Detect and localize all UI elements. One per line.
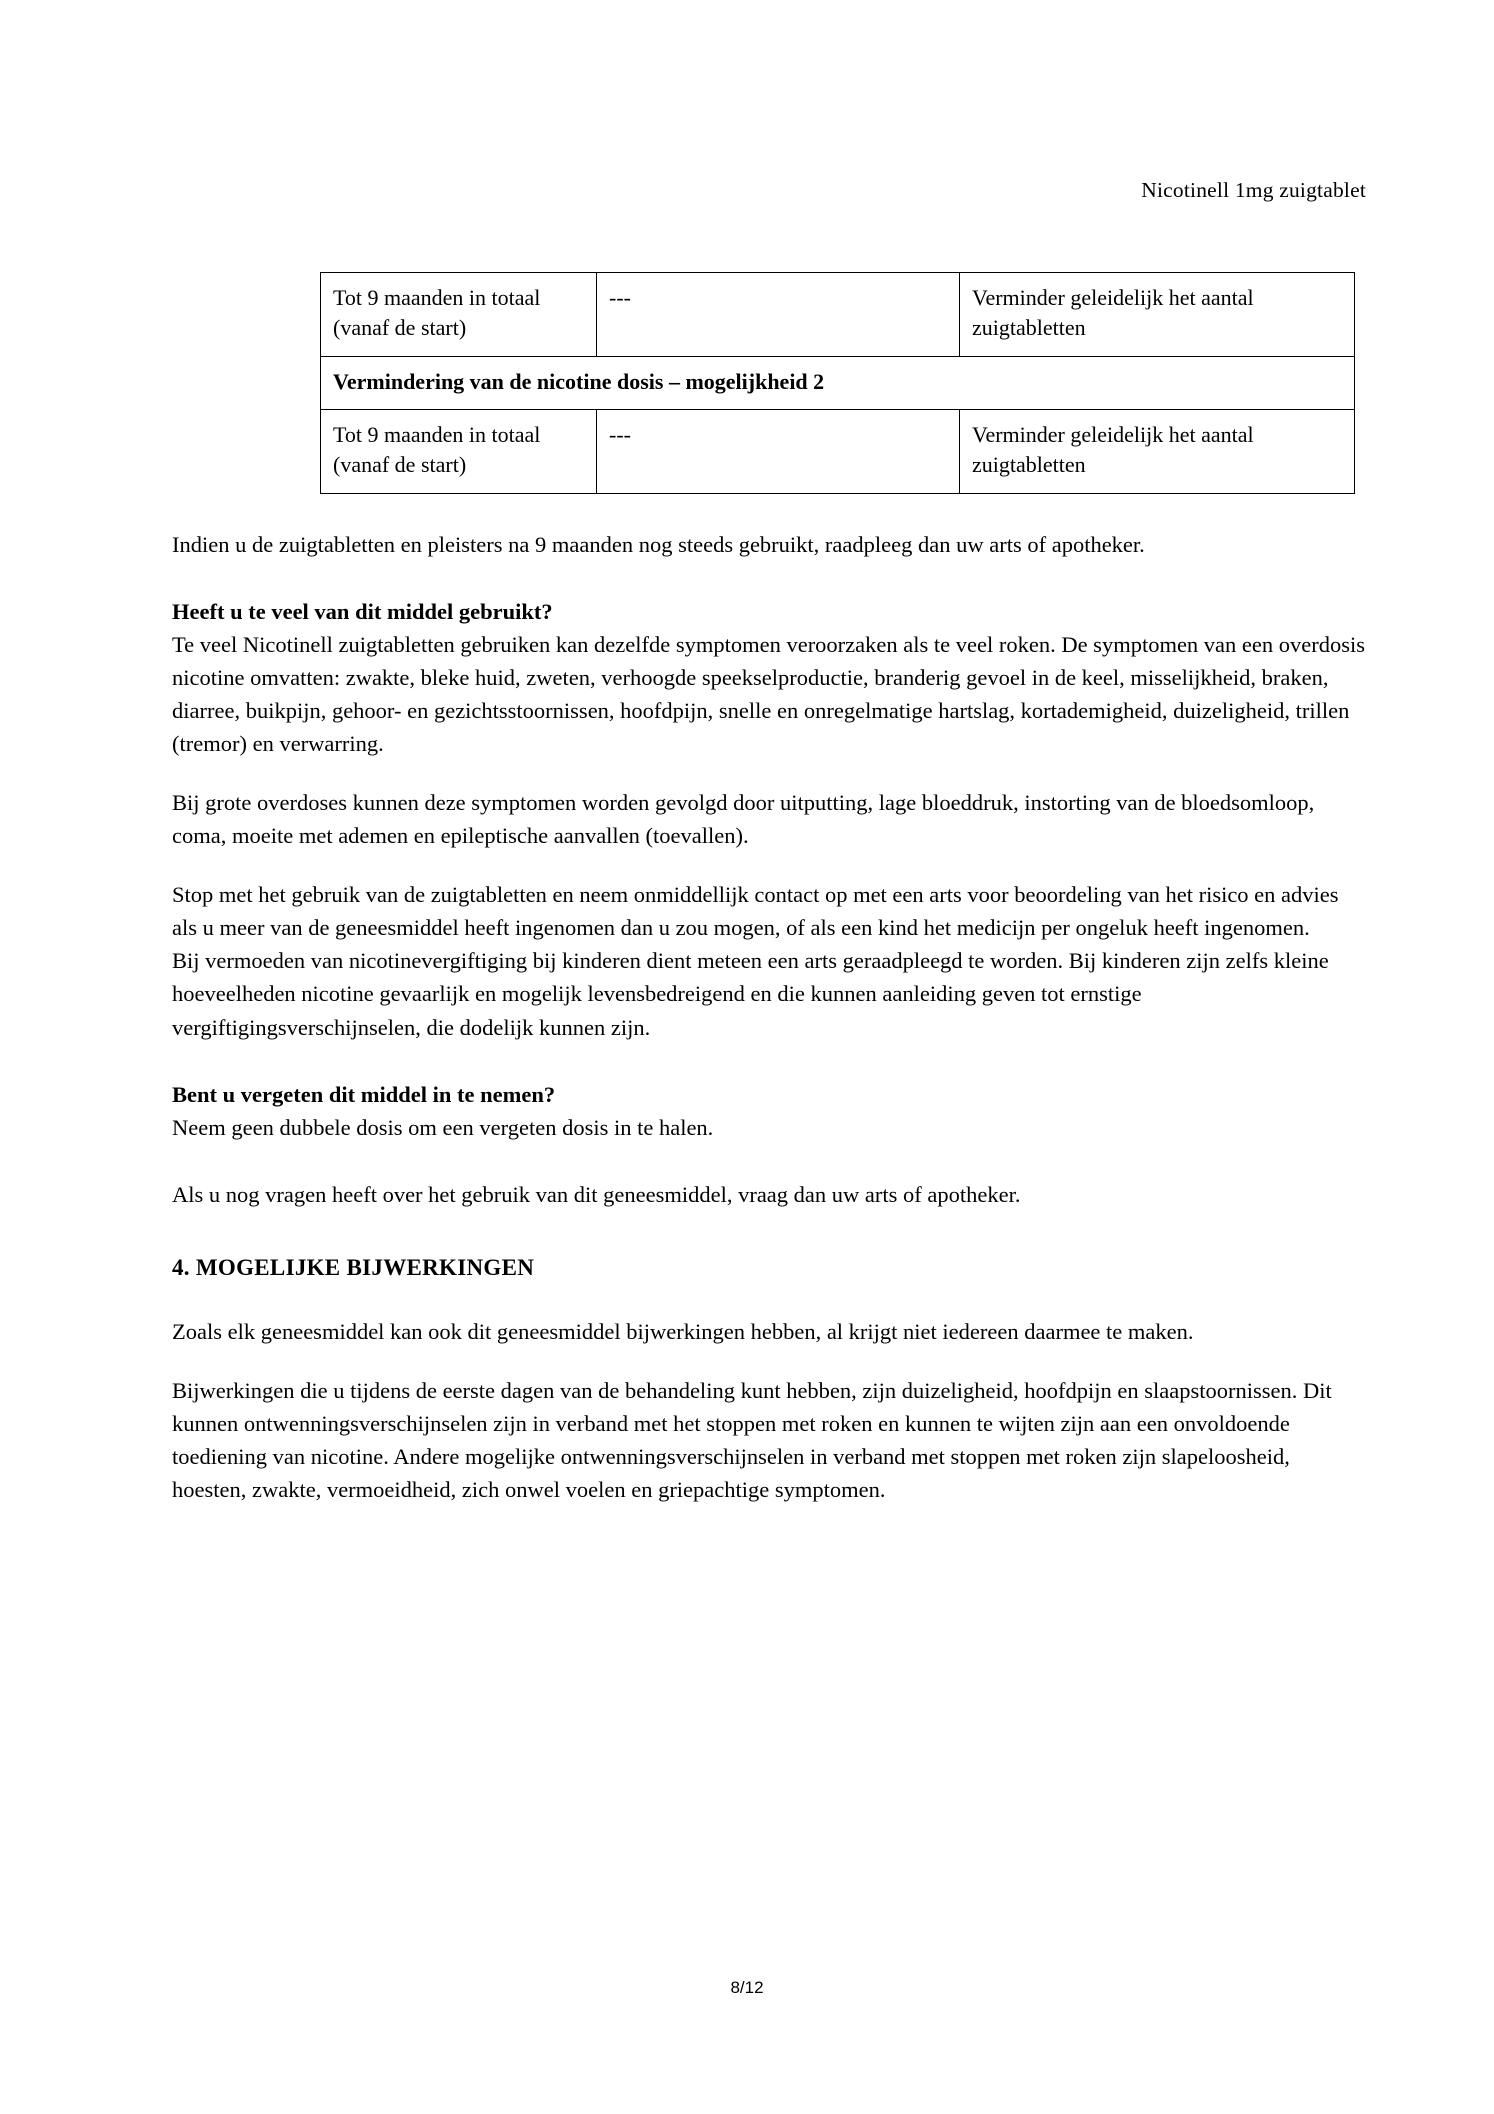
paragraph-after-table: Indien u de zuigtabletten en pleisters na 9 maanden nog steeds gebruikt, raadpleeg dan uw arts of apotheker.	[172, 531, 1145, 557]
table-cell-subheader: Vermindering van de nicotine dosis – mogelijkheid 2	[321, 356, 1355, 409]
paragraph-side-effects-1: Zoals elk geneesmiddel kan ook dit geneesmiddel bijwerkingen hebben, al krijgt niet iedereen daarmee te maken.	[172, 1318, 1194, 1344]
table-cell-period: Tot 9 maanden in totaal (vanaf de start)	[321, 410, 597, 494]
table-cell-advice: Verminder geleidelijk het aantal zuigtabletten	[960, 273, 1355, 357]
paragraph-overdose-4: Bij vermoeden van nicotinevergiftiging bij kinderen dient meteen een arts geraadpleegd te worden. Bij kinderen zijn zelfs kleine hoeveelheden nicotine gevaarlijk en mogelijk levensbedreigend en die kunnen aanleiding geven tot ernstige vergiftigingsverschijnselen, die dodelijk kunnen zijn.	[172, 948, 1329, 1040]
table-cell-middle: ---	[597, 273, 960, 357]
paragraph-overdose-1: Te veel Nicotinell zuigtabletten gebruiken kan dezelfde symptomen veroorzaken als te veel roken. De symptomen van een overdosis nicotine omvatten: zwakte, bleke huid, zweten, verhoogde speekselproductie, branderig gevoel in de keel, misselijkheid, braken, diarree, buikpijn, gehoor- en gezichtsstoornissen, hoofdpijn, snelle en onregelmatige hartslag, kortademigheid, duizeligheid, trillen (tremor) en verwarring.	[172, 631, 1366, 757]
paragraph-side-effects-2: Bijwerkingen die u tijdens de eerste dagen van de behandeling kunt hebben, zijn duizeligheid, hoofdpijn en slaapstoornissen. Dit kunnen ontwenningsverschijnselen zijn in verband met het stoppen met roken en kunnen te wijten zijn aan een onvoldoende toediening van nicotine. Andere mogelijke ontwenningsverschijnselen in verband met stoppen met roken zijn slapeloosheid, hoesten, zwakte, vermoeidheid, zich onwel voelen en griepachtige symptomen.	[172, 1377, 1332, 1503]
table-cell-advice: Verminder geleidelijk het aantal zuigtabletten	[960, 410, 1355, 494]
document-body	[172, 272, 1366, 1506]
table-cell-middle: ---	[597, 410, 960, 494]
paragraph-overdose-2: Bij grote overdoses kunnen deze symptomen worden gevolgd door uitputting, lage bloeddruk, instorting van de bloedsomloop, coma, moeite met ademen en epileptische aanvallen (toevallen).	[172, 790, 1315, 849]
page-footer: 8/12	[730, 1978, 764, 1997]
heading-forgot-dose: Bent u vergeten dit middel in te nemen?	[172, 1081, 556, 1107]
dose-reduction-table	[320, 272, 1355, 494]
heading-overdose: Heeft u te veel van dit middel gebruikt?	[172, 598, 553, 624]
page-header-product: Nicotinell 1mg zuigtablet	[1141, 178, 1366, 202]
table-row	[321, 273, 1355, 357]
table-row	[321, 356, 1355, 409]
table-cell-period: Tot 9 maanden in totaal (vanaf de start)	[321, 273, 597, 357]
paragraph-forgot-dose: Neem geen dubbele dosis om een vergeten dosis in te halen.	[172, 1114, 714, 1140]
section-heading-4: 4. MOGELIJKE BIJWERKINGEN	[172, 1254, 535, 1280]
paragraph-overdose-3: Stop met het gebruik van de zuigtabletten en neem onmiddellijk contact op met een arts voor beoordeling van het risico en advies als u meer van de geneesmiddel heeft ingenomen dan u zou mogen, of als een kind het medicijn per ongeluk heeft ingenomen.	[172, 882, 1339, 941]
paragraph-questions: Als u nog vragen heeft over het gebruik van dit geneesmiddel, vraag dan uw arts of apotheker.	[172, 1181, 1021, 1207]
table-row	[321, 410, 1355, 494]
